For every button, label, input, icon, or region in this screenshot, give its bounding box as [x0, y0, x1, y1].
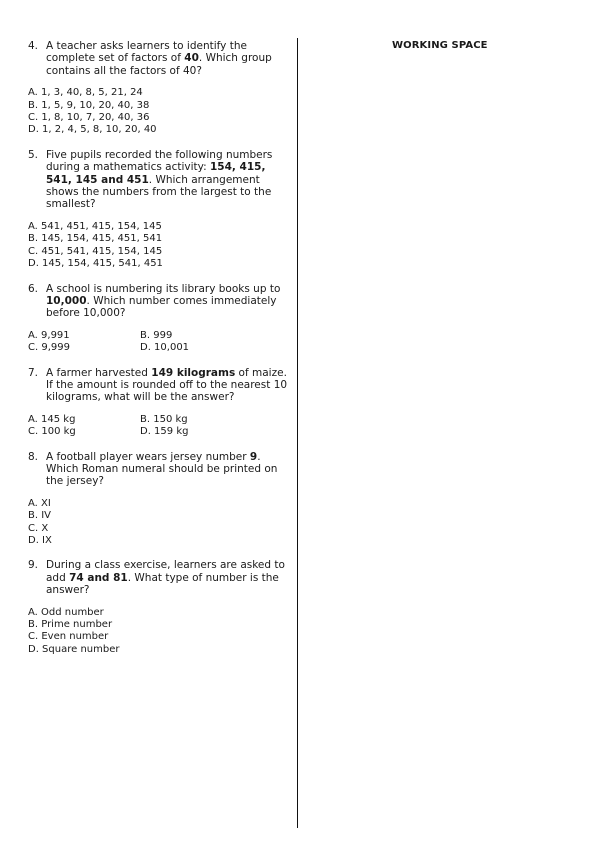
- bold-term: 74 and 81: [69, 571, 128, 584]
- question-number: 6.: [28, 282, 39, 295]
- answer-options: [28, 221, 290, 271]
- answer-options: [28, 87, 290, 137]
- bold-term: 10,000: [46, 294, 87, 307]
- stem-text: During a class exercise, learners are asked to add: [46, 559, 285, 584]
- stem-text: . Which number comes immediately before 10,000?: [46, 294, 277, 320]
- answer-option: A. XI: [28, 497, 51, 509]
- answer-option: A. 1, 3, 40, 8, 5, 21, 24: [28, 87, 143, 99]
- question-number: 7.: [28, 366, 39, 379]
- answer-option: C. Even number: [28, 631, 109, 643]
- stem-text: . What type of number is the answer?: [46, 571, 279, 597]
- answer-option: D. 1, 2, 4, 5, 8, 10, 20, 40: [28, 124, 157, 136]
- answer-option: B. 1, 5, 9, 10, 20, 40, 38: [28, 99, 150, 111]
- answer-option: B. 145, 154, 415, 451, 541: [28, 233, 163, 245]
- stem-text: A teacher asks learners to identify the complete set of factors of: [46, 40, 247, 65]
- answer-option: D. 10,001: [140, 342, 190, 354]
- stem-text: . Which arrangement shows the numbers from the largest to the smallest?: [46, 173, 272, 211]
- question-6: [28, 283, 290, 320]
- working-space-title: WORKING SPACE: [392, 40, 488, 51]
- answer-option: D. 145, 154, 415, 541, 451: [28, 258, 163, 270]
- answer-option: D. IX: [28, 535, 52, 546]
- question-stem: [28, 40, 290, 77]
- bold-term: 40: [184, 52, 199, 65]
- answer-options: [28, 607, 290, 657]
- answer-option: A. 541, 451, 415, 154, 145: [28, 220, 162, 232]
- answer-option: A. 145 kg: [28, 413, 76, 425]
- answer-option: D. Square number: [28, 643, 120, 655]
- stem-text: . Which group contains all the factors of 40?: [46, 52, 272, 77]
- question-9: [28, 559, 290, 596]
- column-divider: [297, 38, 298, 828]
- stem-text: A school is numbering its library books up to: [46, 282, 281, 295]
- question-stem: [28, 451, 290, 488]
- question-number: 9.: [28, 559, 39, 572]
- question-number: 8.: [28, 450, 39, 463]
- stem-text: Five pupils recorded the following numbers during a mathematics activity:: [46, 148, 273, 174]
- answer-option: B. 999: [140, 329, 173, 341]
- answer-option: D. 159 kg: [140, 426, 189, 438]
- answer-option: C. 1, 8, 10, 7, 20, 40, 36: [28, 112, 150, 124]
- stem-text: of maize. If the amount is rounded off to the nearest 10 kilograms, what will be the answer?: [46, 366, 288, 404]
- stem-text: A football player wears jersey number: [46, 450, 250, 463]
- answer-option: C. 451, 541, 415, 154, 145: [28, 245, 163, 257]
- answer-option: A. 9,991: [28, 329, 70, 341]
- answer-option: B. IV: [28, 510, 52, 522]
- answer-option: C. 9,999: [28, 342, 70, 354]
- answer-options: [28, 414, 290, 439]
- answer-option: B. Prime number: [28, 619, 113, 631]
- question-number: 4.: [28, 40, 39, 52]
- answer-option: C. 100 kg: [28, 426, 76, 438]
- question-8: [28, 451, 290, 488]
- stem-text: A farmer harvested: [46, 366, 152, 379]
- question-stem: [28, 559, 290, 596]
- bold-term: 154, 415, 541, 145 and 451: [46, 161, 266, 186]
- question-number: 5.: [28, 148, 39, 161]
- stem-text: . Which Roman numeral should be printed on the jersey?: [46, 450, 278, 488]
- question-5: [28, 149, 290, 211]
- question-stem: [28, 149, 290, 211]
- answer-option: B. 150 kg: [140, 413, 188, 425]
- question-7: [28, 367, 290, 404]
- questions-column: [28, 40, 290, 668]
- bold-term: 149 kilograms: [151, 366, 236, 379]
- answer-options: [28, 330, 290, 355]
- question-stem: [28, 283, 290, 320]
- answer-option: C. X: [28, 522, 49, 534]
- question-4: [28, 40, 290, 77]
- answer-option: A. Odd number: [28, 606, 104, 618]
- question-stem: [28, 367, 290, 404]
- bold-term: 9: [249, 450, 258, 463]
- answer-options: [28, 498, 290, 548]
